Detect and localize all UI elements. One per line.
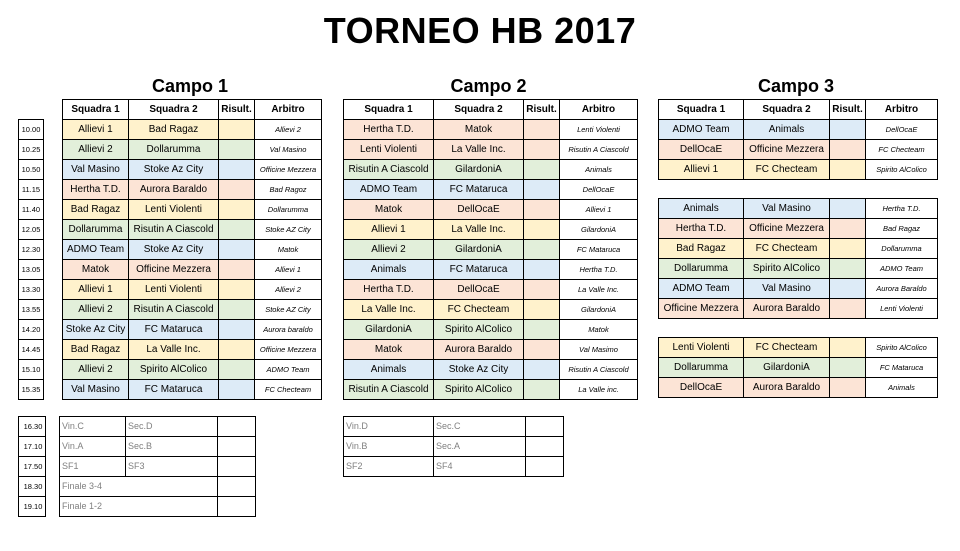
result-cell [219,140,255,160]
match-row [659,279,938,299]
referee-cell: Matok [560,320,638,340]
time-slot: 15.10 [19,360,44,380]
team-1-cell: Hertha T.D. [659,219,744,239]
team-1-cell: Animals [344,260,434,280]
team-1-cell: Stoke Az City [63,320,129,340]
result-cell [219,320,255,340]
result-cell [524,360,560,380]
team-1-cell: Allievi 2 [63,300,129,320]
team-2-cell: FC Checteam [744,239,830,259]
column-header: Arbitro [560,100,638,120]
match-row [344,240,638,260]
team-1-cell: Allievi 1 [63,280,129,300]
result-cell [219,220,255,240]
finals-team-2-cell: Sec.C [434,417,526,437]
referee-cell: Spirito AlColico [866,338,938,358]
result-cell [524,240,560,260]
team-1-cell: Matok [344,200,434,220]
referee-cell: Aurora Baraldo [866,279,938,299]
result-cell [830,140,866,160]
referee-cell: Stoke AZ City [255,300,322,320]
finals-team-1-cell: SF2 [344,457,434,477]
result-cell [830,160,866,180]
time-slot: 13.05 [19,260,44,280]
finals-match-cell: Finale 1-2 [60,497,218,517]
team-2-cell: GilardoniA [434,160,524,180]
finals-team-2-cell: SF3 [126,457,218,477]
match-row [344,180,638,200]
column-header: Squadra 1 [659,100,744,120]
referee-cell: DellOcaE [866,120,938,140]
match-row [63,280,322,300]
finals-team-2-cell: Sec.B [126,437,218,457]
team-1-cell: Risutin A Ciascold [344,380,434,400]
result-cell [219,360,255,380]
finals-time-slot: 17.50 [19,457,46,477]
team-1-cell: Animals [344,360,434,380]
header-row [344,100,638,120]
column-header: Arbitro [866,100,938,120]
team-2-cell: Spirito AlColico [744,259,830,279]
column-header: Squadra 1 [63,100,129,120]
finals-time-slots-column [18,416,46,517]
time-slot: 14.20 [19,320,44,340]
finals-time-slot: 19.10 [19,497,46,517]
team-2-cell: GilardoniA [744,358,830,378]
team-2-cell: Stoke Az City [129,160,219,180]
result-cell [219,380,255,400]
team-1-cell: Allievi 1 [344,220,434,240]
team-2-cell: Aurora Baraldo [744,378,830,398]
header-row [63,100,322,120]
finals-row [60,477,256,497]
result-cell [524,280,560,300]
team-2-cell: Risutin A Ciascold [129,220,219,240]
result-cell [219,240,255,260]
column-header: Risult. [830,100,866,120]
column-header: Risult. [524,100,560,120]
team-1-cell: Lenti Violenti [659,338,744,358]
match-row [344,260,638,280]
referee-cell: Animals [866,378,938,398]
finals-result-cell [526,457,564,477]
team-2-cell: La Valle Inc. [129,340,219,360]
column-header: Squadra 2 [434,100,524,120]
team-1-cell: Allievi 2 [63,360,129,380]
finals-result-cell [218,417,256,437]
result-cell [524,300,560,320]
time-slot: 11.15 [19,180,44,200]
result-cell [524,340,560,360]
column-header: Squadra 2 [744,100,830,120]
referee-cell: GilardoniA [560,220,638,240]
referee-cell: FC Checteam [866,140,938,160]
finals-row [344,457,564,477]
finals-team-1-cell: Vin.A [60,437,126,457]
result-cell [219,120,255,140]
team-1-cell: Val Masino [63,160,129,180]
match-row [659,120,938,140]
result-cell [524,120,560,140]
team-2-cell: DellOcaE [434,200,524,220]
team-1-cell: Matok [63,260,129,280]
team-2-cell: Lenti Violenti [129,280,219,300]
match-row [659,378,938,398]
result-cell [830,259,866,279]
column-header: Risult. [219,100,255,120]
team-2-cell: Bad Ragaz [129,120,219,140]
campo3-title: Campo 3 [757,76,835,96]
team-2-cell: La Valle Inc. [434,140,524,160]
result-cell [219,180,255,200]
campo1-schedule-table [62,99,322,400]
team-1-cell: Dollarumma [63,220,129,240]
time-slot: 13.30 [19,280,44,300]
referee-cell: Stoke AZ City [255,220,322,240]
result-cell [219,260,255,280]
match-row [63,220,322,240]
referee-cell: Officine Mezzera [255,340,322,360]
finals-team-1-cell: SF1 [60,457,126,477]
team-1-cell: Allievi 2 [63,140,129,160]
finals-row [344,417,564,437]
finals-time-slot: 16.30 [19,417,46,437]
team-2-cell: DellOcaE [434,280,524,300]
team-2-cell: Aurora Baraldo [744,299,830,319]
team-1-cell: Dollarumma [659,259,744,279]
team-2-cell: Officine Mezzera [129,260,219,280]
team-1-cell: Animals [659,199,744,219]
match-row [659,199,938,219]
finals-team-2-cell: Sec.D [126,417,218,437]
result-cell [524,260,560,280]
finals-result-cell [526,437,564,457]
result-cell [830,299,866,319]
referee-cell: Spirito AlColico [866,160,938,180]
team-2-cell: Animals [744,120,830,140]
team-1-cell: ADMO Team [659,120,744,140]
finals-result-cell [526,417,564,437]
result-cell [219,280,255,300]
team-2-cell: FC Mataruca [434,260,524,280]
referee-cell: Matok [255,240,322,260]
team-1-cell: GilardoniA [344,320,434,340]
finals-team-2-cell: Sec.A [434,437,526,457]
result-cell [219,300,255,320]
result-cell [219,340,255,360]
finals-team-2-cell: SF4 [434,457,526,477]
match-row [659,140,938,160]
match-row [63,380,322,400]
referee-cell: FC Checteam [255,380,322,400]
referee-cell: Dollarumma [255,200,322,220]
match-row [63,180,322,200]
referee-cell: Dollarumma [866,239,938,259]
time-slot: 15.35 [19,380,44,400]
referee-cell: La Valle Inc. [560,280,638,300]
match-row [344,320,638,340]
result-cell [830,120,866,140]
referee-cell: Animals [560,160,638,180]
time-slot: 12.30 [19,240,44,260]
time-slot: 11.40 [19,200,44,220]
finals-result-cell [218,457,256,477]
team-1-cell: Lenti Violenti [344,140,434,160]
team-2-cell: Spirito AlColico [434,320,524,340]
referee-cell: Hertha T.D. [866,199,938,219]
team-2-cell: GilardoniA [434,240,524,260]
match-row [63,260,322,280]
referee-cell: La Valle inc. [560,380,638,400]
result-cell [830,338,866,358]
team-1-cell: ADMO Team [659,279,744,299]
column-header: Squadra 1 [344,100,434,120]
time-slots-column [18,119,44,400]
team-1-cell: Dollarumma [659,358,744,378]
campo2-schedule-table [343,99,638,400]
result-cell [830,358,866,378]
match-row [344,380,638,400]
team-2-cell: La Valle Inc. [434,220,524,240]
time-slot: 10.25 [19,140,44,160]
referee-cell: Hertha T.D. [560,260,638,280]
match-row [344,360,638,380]
finals-row [60,437,256,457]
team-2-cell: Spirito AlColico [129,360,219,380]
finals-row [60,457,256,477]
match-row [63,320,322,340]
time-slot: 13.55 [19,300,44,320]
team-2-cell: Spirito AlColico [434,380,524,400]
match-row [63,300,322,320]
match-row [659,259,938,279]
referee-cell: Risutin A Ciascold [560,360,638,380]
campo3-schedule-table-2 [658,198,938,319]
match-row [63,340,322,360]
team-2-cell: Stoke Az City [129,240,219,260]
referee-cell: Allievi 1 [560,200,638,220]
match-row [659,239,938,259]
match-row [344,200,638,220]
referee-cell: FC Mataruca [560,240,638,260]
result-cell [524,320,560,340]
referee-cell: Allievi 2 [255,280,322,300]
match-row [659,299,938,319]
match-row [659,338,938,358]
team-1-cell: DellOcaE [659,140,744,160]
match-row [63,240,322,260]
campo2-title: Campo 2 [450,76,527,96]
finals-campo1-table [59,416,256,517]
team-1-cell: Bad Ragaz [63,200,129,220]
finals-time-slot: 17.10 [19,437,46,457]
team-2-cell: FC Checteam [434,300,524,320]
team-2-cell: FC Checteam [744,160,830,180]
match-row [659,160,938,180]
match-row [659,358,938,378]
referee-cell: DellOcaE [560,180,638,200]
finals-result-cell [218,477,256,497]
team-1-cell: Hertha T.D. [344,280,434,300]
team-1-cell: Risutin A Ciascold [344,160,434,180]
match-row [63,200,322,220]
time-slot: 10.50 [19,160,44,180]
referee-cell: GilardoniA [560,300,638,320]
match-row [63,360,322,380]
finals-match-cell: Finale 3-4 [60,477,218,497]
referee-cell: Bad Ragoz [255,180,322,200]
time-slot: 12.05 [19,220,44,240]
result-cell [524,180,560,200]
match-row [344,300,638,320]
team-2-cell: FC Mataruca [129,320,219,340]
match-row [63,120,322,140]
header-row [659,100,938,120]
finals-campo2-table [343,416,564,477]
team-2-cell: Officine Mezzera [744,219,830,239]
match-row [344,120,638,140]
team-1-cell: Bad Ragaz [63,340,129,360]
team-2-cell: Aurora Baraldo [434,340,524,360]
team-2-cell: FC Mataruca [129,380,219,400]
result-cell [524,140,560,160]
referee-cell: Lenti Violenti [866,299,938,319]
team-1-cell: Matok [344,340,434,360]
referee-cell: Allievi 2 [255,120,322,140]
result-cell [524,160,560,180]
campo1-title: Campo 1 [151,76,229,96]
finals-team-1-cell: Vin.C [60,417,126,437]
column-header: Arbitro [255,100,322,120]
page-title: TORNEO HB 2017 [323,10,637,51]
match-row [344,160,638,180]
team-2-cell: Dollarumma [129,140,219,160]
match-row [63,140,322,160]
match-row [63,160,322,180]
result-cell [524,200,560,220]
finals-team-1-cell: Vin.D [344,417,434,437]
team-1-cell: Officine Mezzera [659,299,744,319]
result-cell [219,160,255,180]
result-cell [524,380,560,400]
match-row [344,220,638,240]
team-1-cell: La Valle Inc. [344,300,434,320]
result-cell [524,220,560,240]
referee-cell: Officine Mezzera [255,160,322,180]
team-1-cell: Allievi 1 [63,120,129,140]
team-2-cell: Val Masino [744,199,830,219]
team-1-cell: ADMO Team [344,180,434,200]
referee-cell: FC Mataruca [866,358,938,378]
team-1-cell: Allievi 2 [344,240,434,260]
result-cell [830,239,866,259]
finals-row [60,497,256,517]
finals-row [344,437,564,457]
referee-cell: ADMO Team [255,360,322,380]
referee-cell: Lenti Violenti [560,120,638,140]
result-cell [830,199,866,219]
result-cell [830,279,866,299]
column-header: Squadra 2 [129,100,219,120]
result-cell [830,219,866,239]
referee-cell: Aurora baraldo [255,320,322,340]
finals-result-cell [218,497,256,517]
finals-row [60,417,256,437]
finals-time-slot: 18.30 [19,477,46,497]
campo3-schedule-table-3 [658,337,938,398]
campo3-schedule-table-1 [658,99,938,180]
referee-cell: ADMO Team [866,259,938,279]
result-cell [830,378,866,398]
team-1-cell: Allievi 1 [659,160,744,180]
match-row [344,280,638,300]
team-2-cell: Matok [434,120,524,140]
team-1-cell: Hertha T.D. [344,120,434,140]
match-row [344,340,638,360]
time-slot: 10.00 [19,120,44,140]
team-2-cell: Lenti Violenti [129,200,219,220]
finals-result-cell [218,437,256,457]
team-2-cell: Stoke Az City [434,360,524,380]
team-2-cell: Val Masino [744,279,830,299]
team-2-cell: Officine Mezzera [744,140,830,160]
team-1-cell: Val Masino [63,380,129,400]
referee-cell: Risutin A Ciascold [560,140,638,160]
team-2-cell: Risutin A Ciascold [129,300,219,320]
referee-cell: Bad Ragaz [866,219,938,239]
team-2-cell: FC Checteam [744,338,830,358]
time-slot: 14.45 [19,340,44,360]
match-row [659,219,938,239]
match-row [344,140,638,160]
referee-cell: Val Masimo [560,340,638,360]
result-cell [219,200,255,220]
team-1-cell: DellOcaE [659,378,744,398]
team-2-cell: FC Mataruca [434,180,524,200]
team-1-cell: Bad Ragaz [659,239,744,259]
team-2-cell: Aurora Baraldo [129,180,219,200]
referee-cell: Allievi 1 [255,260,322,280]
team-1-cell: ADMO Team [63,240,129,260]
finals-team-1-cell: Vin.B [344,437,434,457]
team-1-cell: Hertha T.D. [63,180,129,200]
referee-cell: Val Masino [255,140,322,160]
